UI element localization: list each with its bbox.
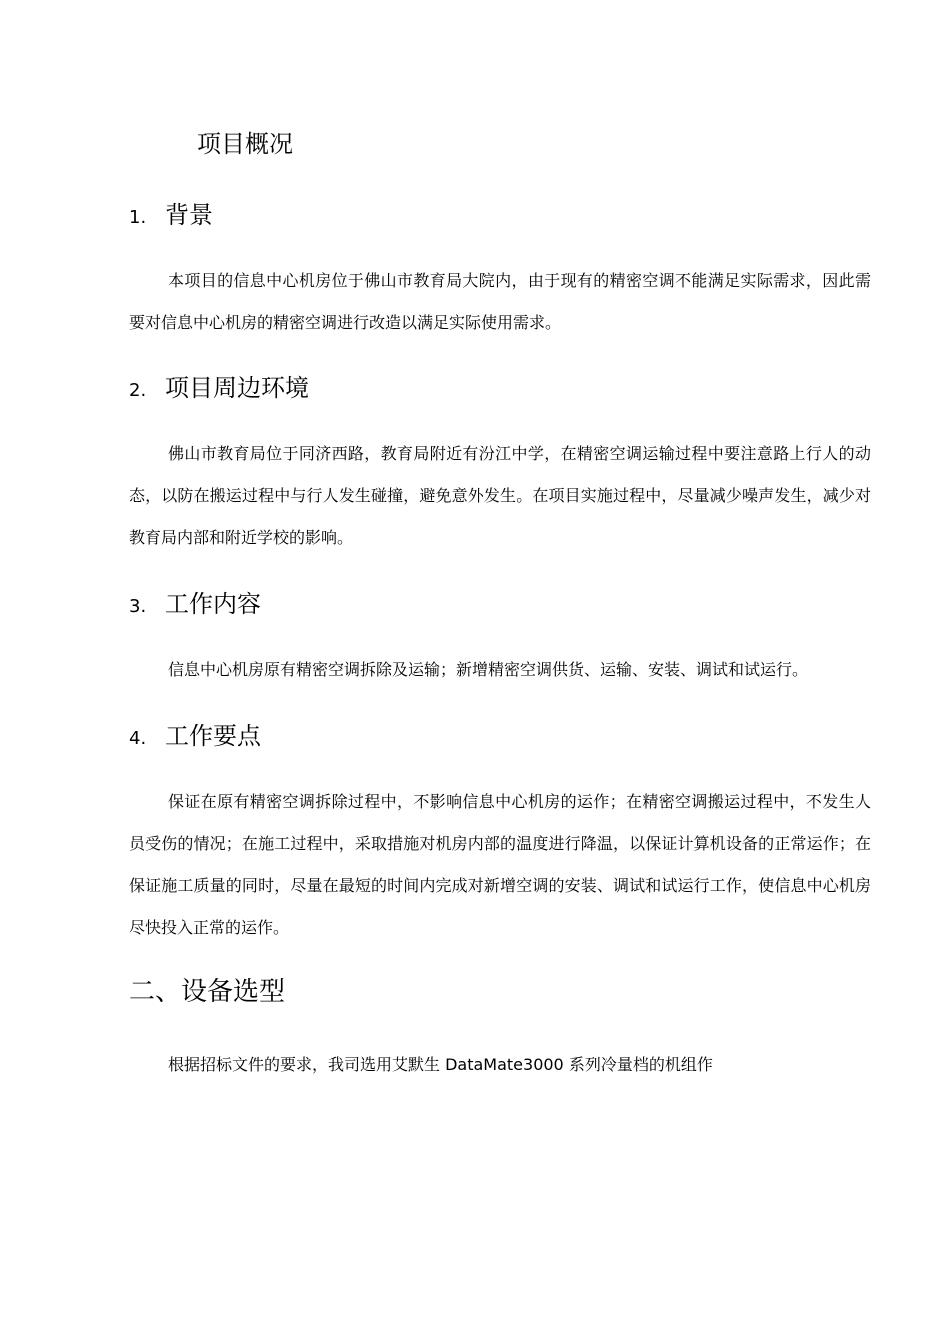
section-body-key-points: 保证在原有精密空调拆除过程中，不影响信息中心机房的运作；在精密空调搬运过程中，不发生人员受伤的情况；在施工过程中，采取措施对机房内部的温度进行降温，以保证计算机设备的正常运作；在保证施工质量的同时，尽量在最短的时间内完成对新增空调的安装、调试和试运行工作，使信息中心机房尽快投入正常的运作。	[129, 792, 871, 937]
section-title: 工作内容	[165, 590, 261, 618]
section-heading-work-content	[129, 588, 261, 623]
section-number: 1.	[129, 207, 147, 228]
section-number: 2.	[129, 380, 147, 401]
section-heading-background	[129, 199, 213, 234]
section-title: 项目周边环境	[165, 374, 309, 402]
document-title: 项目概况	[197, 130, 293, 158]
section-number: 3.	[129, 596, 147, 617]
section-body-work-content: 信息中心机房原有精密空调拆除及运输；新增精密空调供货、运输、安装、调试和试运行。	[168, 660, 809, 679]
section-number: 4.	[129, 728, 147, 749]
section-title: 背景	[165, 201, 213, 229]
part-heading-equipment-selection: 二、设备选型	[129, 977, 286, 1007]
section-body-background: 本项目的信息中心机房位于佛山市教育局大院内，由于现有的精密空调不能满足实际需求，因此需要对信息中心机房的精密空调进行改造以满足实际使用需求。	[129, 271, 871, 332]
part-body-equipment-selection: 根据招标文件的要求，我司选用艾默生 DataMate3000 系列冷量档的机组作	[168, 1055, 713, 1074]
section-heading-surroundings	[129, 372, 309, 407]
section-heading-key-points	[129, 720, 261, 755]
section-body-surroundings: 佛山市教育局位于同济西路，教育局附近有汾江中学，在精密空调运输过程中要注意路上行人的动态，以防在搬运过程中与行人发生碰撞，避免意外发生。在项目实施过程中，尽量减少噪声发生，减少对教育局内部和附近学校的影响。	[129, 444, 871, 547]
section-title: 工作要点	[165, 722, 261, 750]
